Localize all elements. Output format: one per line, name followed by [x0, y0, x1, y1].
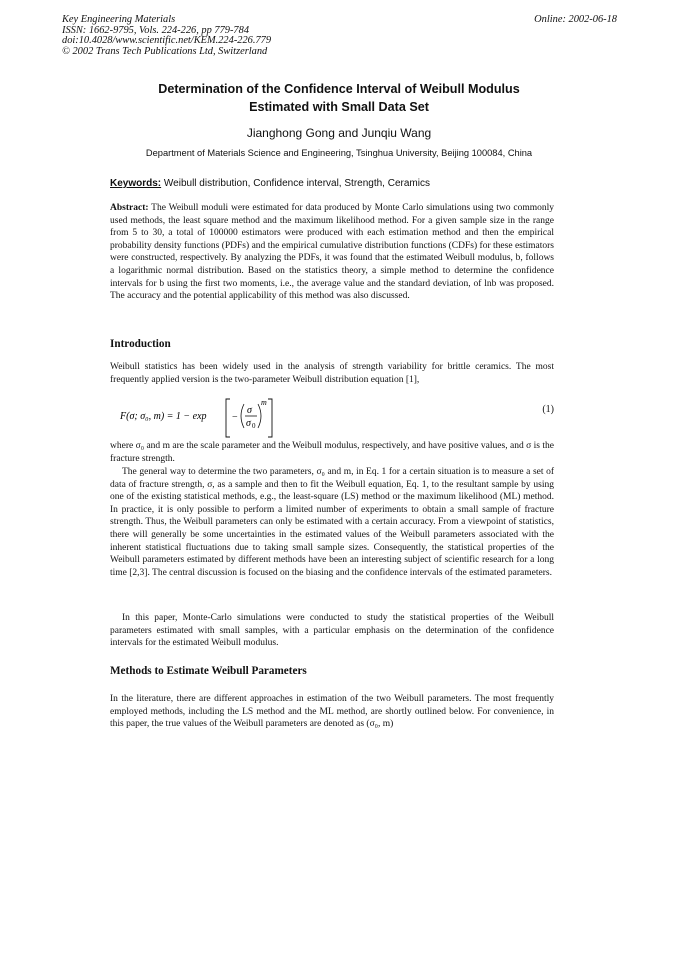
- journal-name: Key Engineering Materials: [62, 14, 176, 25]
- equation-1: [110, 396, 554, 442]
- affiliation: Department of Materials Science and Engineering, Tsinghua University, Beijing 100084, China: [145, 148, 533, 158]
- intro-paragraph-3: The general way to determine the two parameters, σ₀ and m, in Eq. 1 for a certain situation is to measure a set of data of fracture strength, σ, as a sample and then to fit the Weibull equation, Eq. 1, to the resultant sample by using one of the existing statistical methods, e.g., the least-square (LS) method or the maximum likelihood (ML) method. In practice, it is only possible to perform a limited number of experiments to obtain a small sample of fracture strength. Thus, the Weibull parameters can only be estimated with a certain accuracy. From a viewpoint of statistics, there will generally be some uncertainties in the estimated values of the Weibull parameters associated with the inherent statistical fluctuations due to taking small sample sizes. Consequently, the statistical properties of the Weibull parameters estimated by different methods have been an interesting subject of scientific research for a long time [2,3]. The central discussion is focused on the biasing and the confidence intervals of the estimated parameters.: [110, 467, 554, 578]
- svg-text:m: m: [261, 398, 267, 407]
- abstract-label: Abstract:: [110, 203, 149, 213]
- intro-paragraph-4: In this paper, Monte-Carlo simulations were conducted to study the statistical properties of the Weibull parameters estimated with small samples, with a particular emphasis on the determination of the confidence intervals for the estimated Weibull modulus.: [110, 613, 554, 649]
- issn-line: ISSN: 1662-9795, Vols. 224-226, pp 779-784: [62, 24, 250, 36]
- online-date: Online: 2002-06-18: [534, 14, 617, 25]
- equation-number: (1): [542, 404, 554, 415]
- copyright-line: © 2002 Trans Tech Publications Ltd, Switzerland: [62, 45, 268, 57]
- title-line-1: Determination of the Confidence Interval of Weibull Modulus: [158, 82, 520, 96]
- keywords-text: Weibull distribution, Confidence interval, Strength, Ceramics: [161, 178, 430, 189]
- keywords: [110, 178, 560, 189]
- svg-text:−: −: [232, 412, 238, 423]
- methods-paragraph-1: In the literature, there are different approaches in estimation of the two Weibull parameters. The most frequently employed methods, including the LS method and the ML method, are shortly outlined below. For convenience, in this paper, the true values of the Weibull parameters are denoted as (σ₀, m): [110, 694, 554, 730]
- introduction-heading: Introduction: [110, 338, 171, 350]
- title-line-2: Estimated with Small Data Set: [249, 99, 429, 114]
- intro-paragraph-1: Weibull statistics has been widely used in the analysis of strength variability for brittle ceramics. The most frequently applied version is the two-parameter Weibull distribution equation [1],: [110, 362, 554, 385]
- abstract: [110, 202, 554, 303]
- intro-paragraph-2: where σ₀ and m are the scale parameter and the Weibull modulus, respectively, and have positive values, and σ is the fracture strength.: [110, 441, 554, 464]
- svg-text:σ: σ: [246, 418, 251, 429]
- doi-line[interactable]: doi:10.4028/www.scientific.net/KEM.224-226.779: [62, 35, 272, 47]
- keywords-label: Keywords:: [110, 178, 162, 189]
- paper-title: [0, 81, 678, 116]
- methods-heading: Methods to Estimate Weibull Parameters: [110, 665, 307, 677]
- svg-text:0: 0: [252, 422, 256, 430]
- journal-header: [62, 15, 617, 57]
- svg-text:σ: σ: [247, 405, 252, 416]
- weibull-equation: [118, 396, 318, 442]
- authors: Jianghong Gong and Junqiu Wang: [246, 126, 432, 140]
- equation-lhs: F(σ; σ₀, m) = 1 − exp: [120, 411, 207, 422]
- abstract-text: The Weibull moduli were estimated for data produced by Monte Carlo simulations using two commonly used methods, the least square method and the maximum likelihood method. For a given sample size in the range from 5 to 30, a total of 100000 estimators were produced with each estimation method and then the empirical probability density functions (PDFs) and the empirical cumulative distribution functions (CDFs) for these estimators were constructed, respectively. By analyzing the PDFs, it was found that the estimated Weibull modulus, b, follows a logarithmic normal distribution. Based on the statistics theory, a simple method to determine the confidence intervals for b using the first two moments, i.e., the average value and the standard deviation, of lnb was proposed. The accuracy and the potential applicability of this method was also discussed.: [110, 203, 554, 302]
